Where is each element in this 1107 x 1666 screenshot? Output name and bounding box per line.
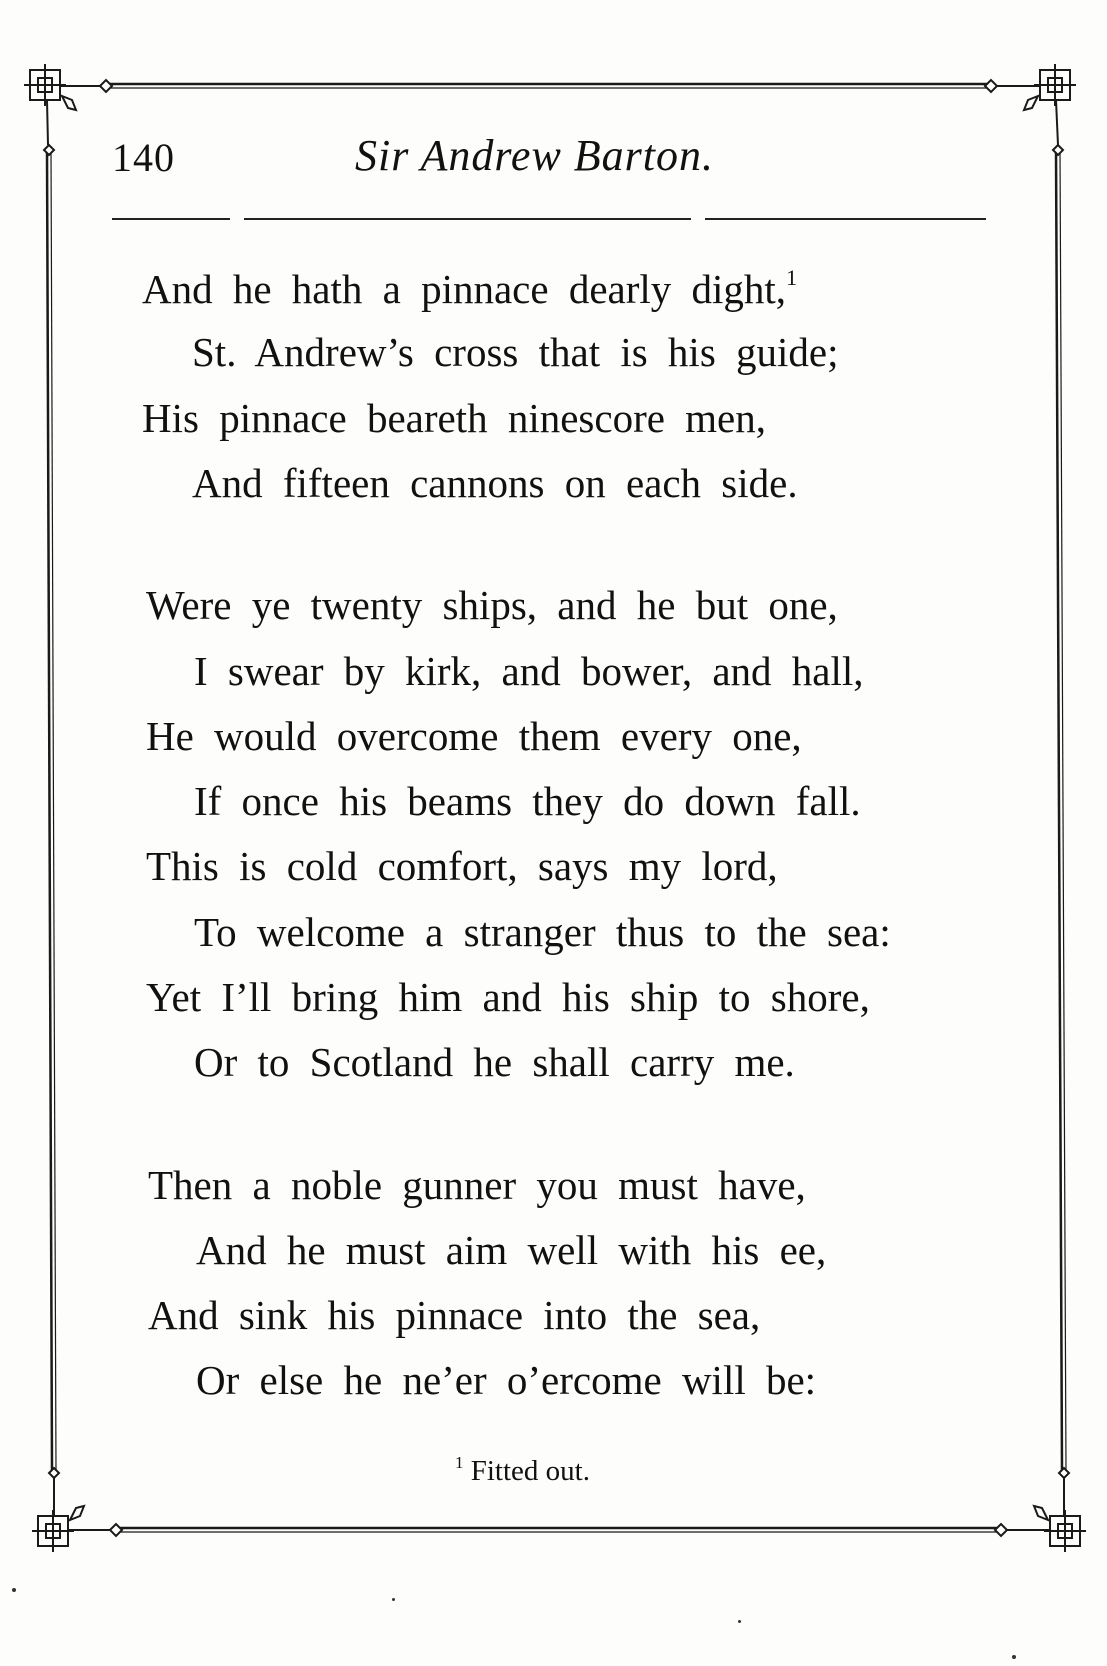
verse-line: This is cold comfort, says my lord, xyxy=(146,843,778,889)
print-speck xyxy=(12,1588,16,1592)
footnote xyxy=(455,1453,590,1488)
corner-ornament-bottom-right xyxy=(1007,1478,1086,1552)
corner-ornament-top-left xyxy=(24,64,100,145)
verse-line: And he must aim well with his ee, xyxy=(196,1227,827,1273)
header-rule-segment-right xyxy=(705,218,986,220)
header-rule-segment-middle xyxy=(244,218,691,220)
verse-line: Or else he ne’er o’ercome will be: xyxy=(196,1357,817,1403)
verse-line: Or to Scotland he shall carry me. xyxy=(194,1039,795,1085)
verse-line: And fifteen cannons on each side. xyxy=(192,460,798,506)
verse-line: If once his beams they do down fall. xyxy=(194,778,861,824)
print-speck xyxy=(1012,1655,1016,1659)
print-speck xyxy=(392,1598,395,1601)
verse-line: I swear by kirk, and bower, and hall, xyxy=(194,648,864,694)
verse-line: Were ye twenty ships, and he but one, xyxy=(146,582,838,628)
verse-line: He would overcome them every one, xyxy=(146,713,802,759)
verse-line: Yet I’ll bring him and his ship to shore, xyxy=(146,974,870,1020)
footnote-mark: 1 xyxy=(455,1453,464,1472)
corner-ornament-top-right xyxy=(997,64,1076,145)
footnote-marker: 1 xyxy=(786,265,798,290)
verse-line: To welcome a stranger thus to the sea: xyxy=(194,909,891,955)
verse-line: And sink his pinnace into the sea, xyxy=(148,1292,761,1338)
print-speck xyxy=(738,1620,741,1623)
header-rule-segment-left xyxy=(112,218,230,220)
corner-ornament-bottom-left xyxy=(32,1478,110,1552)
footnote-text: Fitted out. xyxy=(470,1455,590,1487)
verse-line: St. Andrew’s cross that is his guide; xyxy=(192,329,839,375)
page-number: 140 xyxy=(112,135,175,180)
verse-line: His pinnace beareth ninescore men, xyxy=(142,395,767,441)
running-title: Sir Andrew Barton. xyxy=(355,131,715,180)
verse-line: And he hath a pinnace dearly dight,$^1$ xyxy=(142,265,798,312)
verse-line: Then a noble gunner you must have, xyxy=(148,1162,806,1208)
